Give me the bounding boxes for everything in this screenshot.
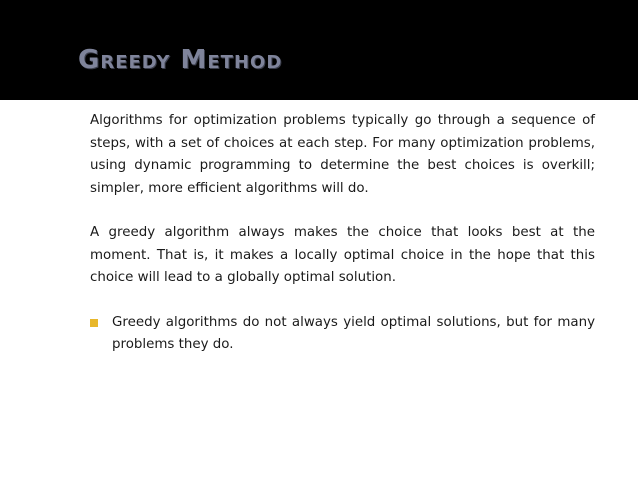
paragraph-2: A greedy algorithm always makes the choice that looks best at the moment. That is, it makes a locally optimal choice in the hope that this choice will lead to a globally optimal solution. bbox=[90, 225, 595, 285]
bullet-text: Greedy algorithms do not always yield optimal solutions, but for many problems they do. bbox=[112, 314, 595, 352]
slide-content bbox=[90, 110, 595, 357]
bullet-item bbox=[90, 312, 595, 357]
paragraph-1: Algorithms for optimization problems typically go through a sequence of steps, with a set of choices at each step. For many optimization problems, using dynamic programming to determine the best choices is overkill; simpler, more efficient algorithms will do. bbox=[90, 113, 595, 196]
title-bar bbox=[0, 0, 638, 100]
slide-title: Greedy Method bbox=[78, 45, 283, 75]
square-bullet-icon bbox=[90, 319, 98, 327]
